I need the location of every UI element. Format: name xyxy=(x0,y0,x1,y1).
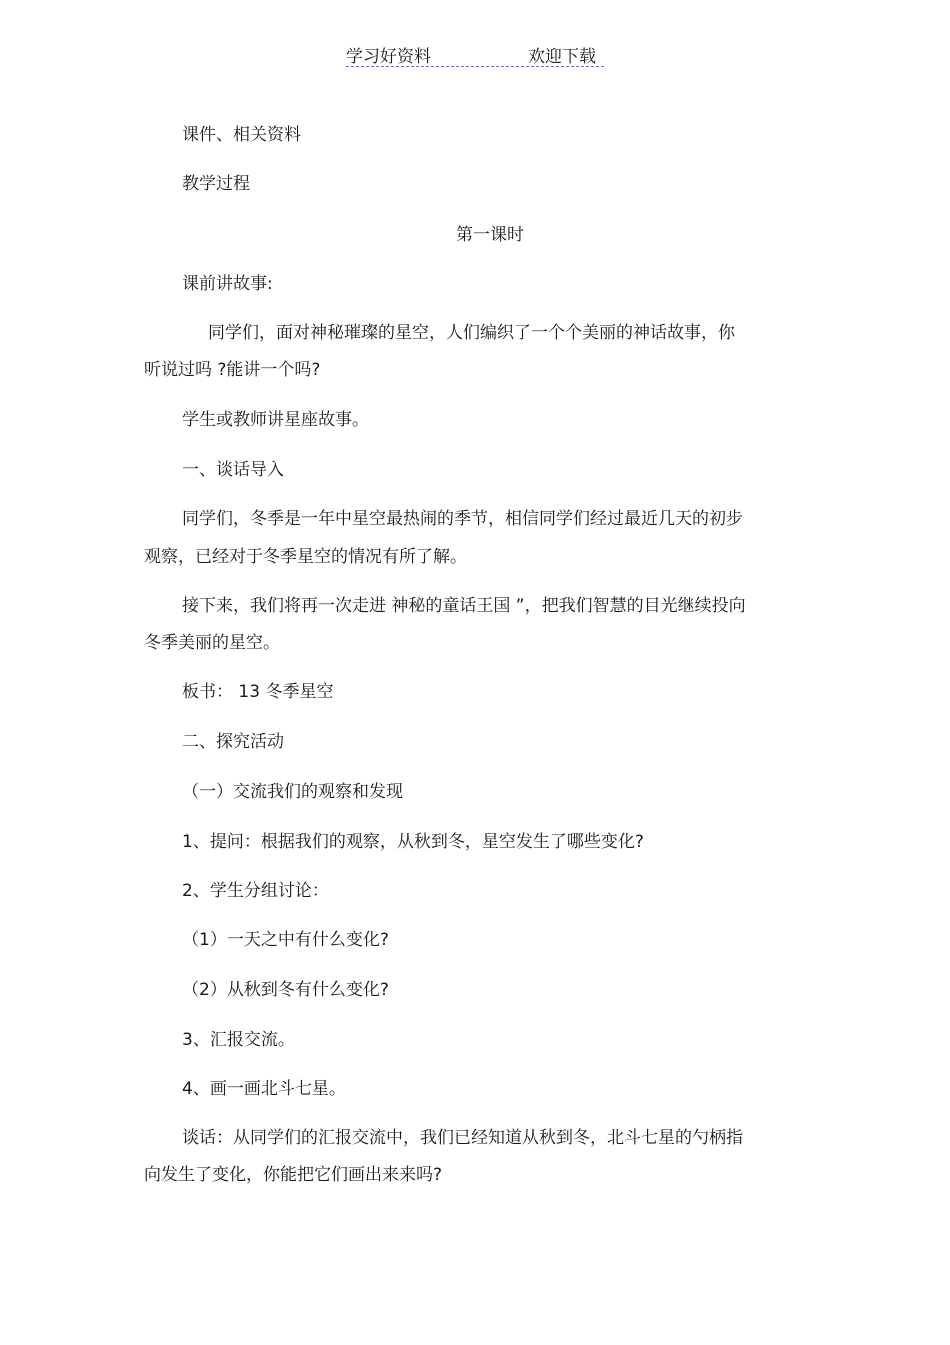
paragraph-line: 冬季美丽的星空。 xyxy=(144,633,280,653)
list-item: （1）一天之中有什么变化? xyxy=(182,930,389,950)
list-item: （2）从秋到冬有什么变化? xyxy=(182,980,389,1000)
paragraph-line: 同学们，面对神秘璀璨的星空，人们编织了一个个美丽的神话故事，你 xyxy=(208,323,735,343)
paragraph-line: 听说过吗 ?能讲一个吗? xyxy=(144,360,321,380)
list-item: 4、画一画北斗七星。 xyxy=(182,1079,346,1099)
materials-line: 课件、相关资料 xyxy=(182,125,301,145)
blackboard-title: 板书： 13 冬季星空 xyxy=(182,682,334,702)
paragraph-line: 接下来，我们将再一次走进 神秘的童话王国 ”，把我们智慧的目光继续投向 xyxy=(182,596,746,616)
paragraph-line: 学生或教师讲星座故事。 xyxy=(182,410,369,430)
subsection-heading: （一）交流我们的观察和发现 xyxy=(182,782,403,802)
paragraph-line: 同学们，冬季是一年中星空最热闹的季节，相信同学们经过最近几天的初步 xyxy=(182,509,743,529)
list-item: 1、提问：根据我们的观察，从秋到冬，星空发生了哪些变化? xyxy=(182,832,644,852)
list-item: 3、汇报交流。 xyxy=(182,1030,295,1050)
paragraph-line: 观察，已经对于冬季星空的情况有所了解。 xyxy=(144,547,467,567)
pre-class-story-label: 课前讲故事: xyxy=(182,274,273,294)
paragraph-line: 谈话：从同学们的汇报交流中，我们已经知道从秋到冬，北斗七星的勺柄指 xyxy=(182,1128,743,1148)
header-right-text: 欢迎下载 xyxy=(528,47,596,67)
page-header xyxy=(346,42,604,67)
section-heading: 二、探究活动 xyxy=(182,732,284,752)
paragraph-line: 向发生了变化，你能把它们画出来来吗? xyxy=(144,1165,443,1185)
section-heading: 一、谈话导入 xyxy=(182,460,284,480)
header-left-text: 学习好资料 xyxy=(346,47,431,67)
lesson-title: 第一课时 xyxy=(456,225,524,245)
section-heading-teaching-process: 教学过程 xyxy=(182,174,250,194)
list-item: 2、学生分组讨论： xyxy=(182,881,329,901)
